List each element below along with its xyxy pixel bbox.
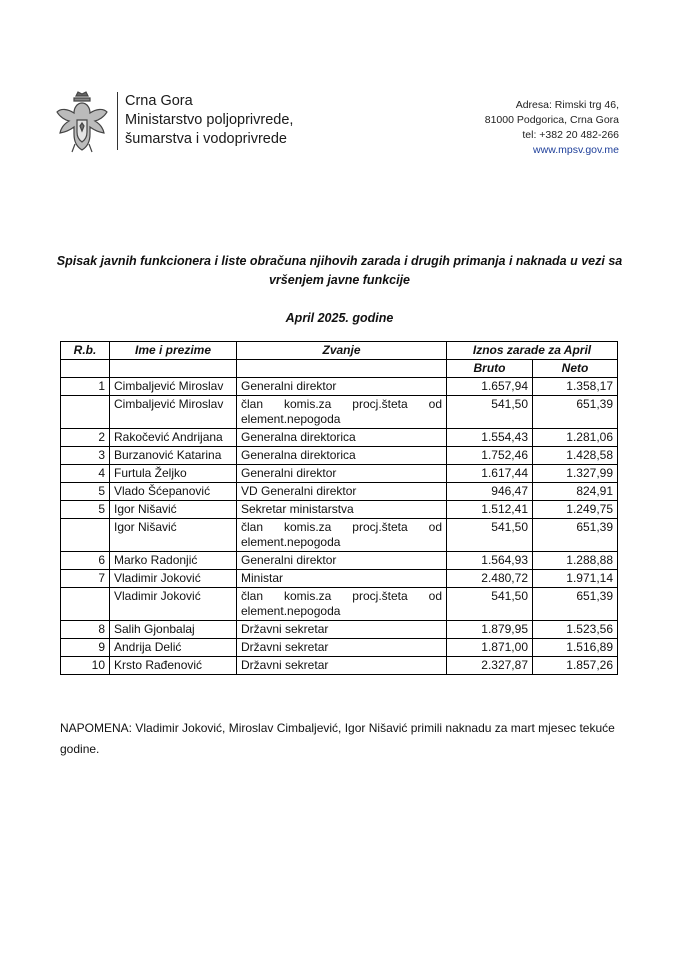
website-link[interactable]: www.mpsv.gov.me: [533, 144, 619, 156]
gross-amount: 1.879,95: [447, 621, 533, 639]
table-row: [61, 378, 618, 396]
net-amount: 1.288,88: [533, 552, 618, 570]
subheader-empty: [237, 360, 447, 378]
official-position: Generalni direktor: [237, 378, 447, 396]
official-name: Salih Gjonbalaj: [110, 621, 237, 639]
table-subheader-row: [61, 360, 618, 378]
row-number: 3: [61, 447, 110, 465]
official-position: Generalna direktorica: [237, 429, 447, 447]
official-position: Generalni direktor: [237, 552, 447, 570]
net-amount: 651,39: [533, 519, 618, 552]
address-line1: Adresa: Rimski trg 46,: [515, 99, 619, 111]
net-amount: 1.428,58: [533, 447, 618, 465]
official-name: Vladimir Joković: [110, 570, 237, 588]
official-position: član komis.za procj.šteta od element.nepogoda: [237, 396, 447, 429]
header-divider: [117, 92, 118, 150]
table-row: [61, 570, 618, 588]
row-number: 5: [61, 501, 110, 519]
net-amount: 1.516,89: [533, 639, 618, 657]
official-position: Generalni direktor: [237, 465, 447, 483]
gross-amount: 1.617,44: [447, 465, 533, 483]
gross-amount: 1.554,43: [447, 429, 533, 447]
official-name: Igor Nišavić: [110, 501, 237, 519]
official-name: Furtula Željko: [110, 465, 237, 483]
official-name: Vladimir Joković: [110, 588, 237, 621]
row-number: 10: [61, 657, 110, 675]
row-number: 2: [61, 429, 110, 447]
subheader-empty: [110, 360, 237, 378]
official-name: Cimbaljević Miroslav: [110, 396, 237, 429]
subheader-empty: [61, 360, 110, 378]
official-position: VD Generalni direktor: [237, 483, 447, 501]
gross-amount: 2.327,87: [447, 657, 533, 675]
official-position: Državni sekretar: [237, 657, 447, 675]
net-amount: 1.971,14: [533, 570, 618, 588]
gross-amount: 1.871,00: [447, 639, 533, 657]
net-amount: 1.857,26: [533, 657, 618, 675]
address-line2: 81000 Podgorica, Crna Gora: [484, 114, 619, 126]
header-net: Neto: [533, 360, 618, 378]
gross-amount: 1.752,46: [447, 447, 533, 465]
phone-number: tel: +382 20 482-266: [522, 129, 619, 141]
official-name: Marko Radonjić: [110, 552, 237, 570]
document-title: Spisak javnih funkcionera i liste obračuna njihovih zarada i drugih primanja i naknada u vezi sa vršenjem javne funkcije: [56, 254, 623, 287]
official-position: član komis.za procj.šteta od element.nepogoda: [237, 519, 447, 552]
official-name: Cimbaljević Miroslav: [110, 378, 237, 396]
row-number: 5: [61, 483, 110, 501]
table-row: [61, 396, 618, 429]
table-row: [61, 483, 618, 501]
row-number: [61, 519, 110, 552]
table-row: [61, 639, 618, 657]
contact-block: [485, 98, 619, 158]
header-amount: Iznos zarade za April: [447, 342, 618, 360]
net-amount: 651,39: [533, 396, 618, 429]
official-name: Andrija Delić: [110, 639, 237, 657]
official-name: Igor Nišavić: [110, 519, 237, 552]
gross-amount: 1.564,93: [447, 552, 533, 570]
net-amount: 1.249,75: [533, 501, 618, 519]
gross-amount: 2.480,72: [447, 570, 533, 588]
header-name: Ime i prezime: [110, 342, 237, 360]
header-gross: Bruto: [447, 360, 533, 378]
row-number: [61, 396, 110, 429]
header-rb: R.b.: [61, 342, 110, 360]
officials-salary-table: [60, 341, 618, 675]
official-position: Generalna direktorica: [237, 447, 447, 465]
official-name: Rakočević Andrijana: [110, 429, 237, 447]
letterhead: [55, 88, 619, 168]
table-row: [61, 588, 618, 621]
net-amount: 1.281,06: [533, 429, 618, 447]
table-row: [61, 465, 618, 483]
row-number: 8: [61, 621, 110, 639]
ministry-name-line2: šumarstva i vodoprivrede: [125, 131, 287, 147]
ministry-name-line1: Ministarstvo poljoprivrede,: [125, 112, 294, 128]
official-position: Sekretar ministarstva: [237, 501, 447, 519]
table-body: [61, 378, 618, 675]
header-position: Zvanje: [237, 342, 447, 360]
official-position: član komis.za procj.šteta od element.nepogoda: [237, 588, 447, 621]
gross-amount: 946,47: [447, 483, 533, 501]
country-name: Crna Gora: [125, 93, 193, 109]
official-position: Ministar: [237, 570, 447, 588]
gross-amount: 541,50: [447, 519, 533, 552]
net-amount: 1.358,17: [533, 378, 618, 396]
table-row: [61, 429, 618, 447]
organization-block: [125, 92, 293, 149]
table-row: [61, 501, 618, 519]
gross-amount: 1.657,94: [447, 378, 533, 396]
official-position: Državni sekretar: [237, 621, 447, 639]
row-number: 7: [61, 570, 110, 588]
row-number: 6: [61, 552, 110, 570]
footnote: NAPOMENA: Vladimir Joković, Miroslav Cimbaljević, Igor Nišavić primili naknadu za mart mjesec tekuće godine.: [60, 721, 615, 756]
coat-of-arms-icon: [55, 90, 109, 154]
table-row: [61, 621, 618, 639]
row-number: 9: [61, 639, 110, 657]
row-number: [61, 588, 110, 621]
official-position: Državni sekretar: [237, 639, 447, 657]
table-row: [61, 519, 618, 552]
table-row: [61, 657, 618, 675]
official-name: Krsto Rađenović: [110, 657, 237, 675]
row-number: 4: [61, 465, 110, 483]
official-name: Burzanović Katarina: [110, 447, 237, 465]
table-header-row: [61, 342, 618, 360]
document-period: April 2025. godine: [285, 311, 394, 325]
net-amount: 1.327,99: [533, 465, 618, 483]
gross-amount: 541,50: [447, 588, 533, 621]
official-name: Vlado Šćepanović: [110, 483, 237, 501]
gross-amount: 1.512,41: [447, 501, 533, 519]
table-row: [61, 447, 618, 465]
net-amount: 824,91: [533, 483, 618, 501]
table-row: [61, 552, 618, 570]
row-number: 1: [61, 378, 110, 396]
net-amount: 1.523,56: [533, 621, 618, 639]
net-amount: 651,39: [533, 588, 618, 621]
gross-amount: 541,50: [447, 396, 533, 429]
